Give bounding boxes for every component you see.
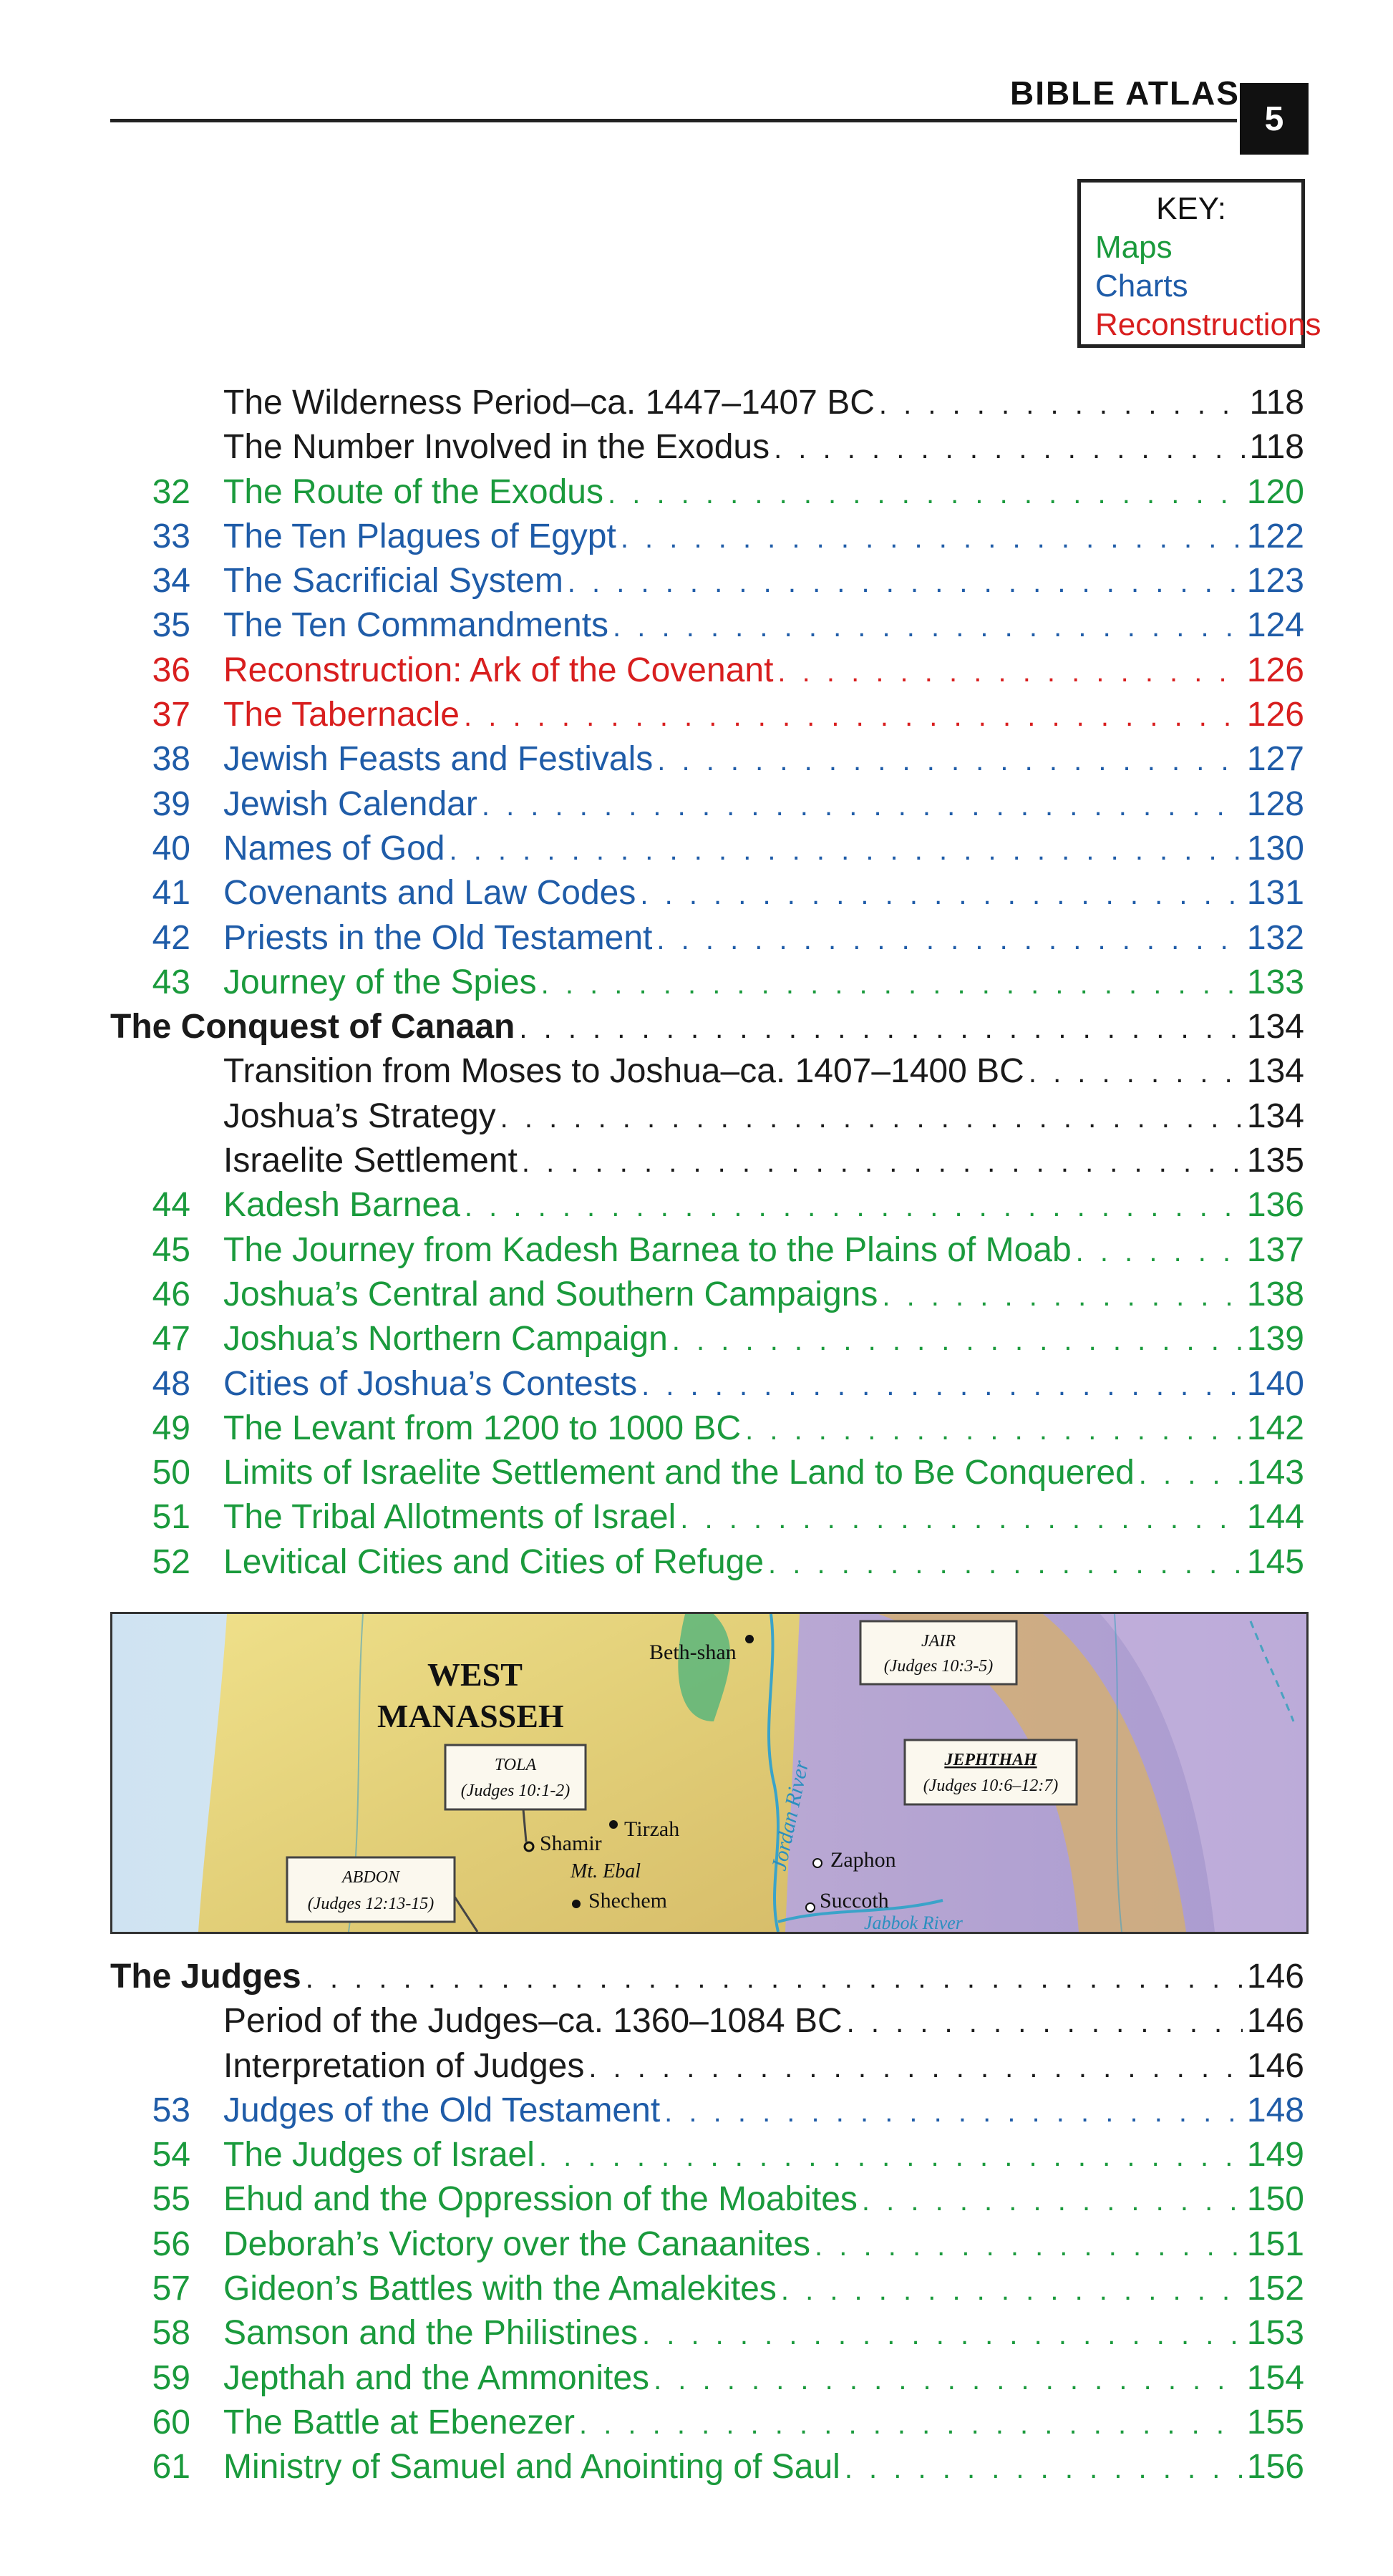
- callout-jair-name: JAIR: [921, 1632, 956, 1651]
- toc-entry-page: 142: [1246, 1409, 1304, 1447]
- toc-dot-leader: [522, 1140, 1243, 1185]
- toc-entry-page: 128: [1246, 784, 1304, 823]
- toc-entry-title: Journey of the Spies: [223, 963, 537, 1001]
- place-shechem: Shechem: [588, 1889, 667, 1912]
- river-label-jabbok: Jabbok River: [864, 1912, 963, 1932]
- toc-entry[interactable]: [0, 1228, 1393, 1273]
- toc-entry[interactable]: [0, 1139, 1393, 1183]
- table-of-contents-part-2: [0, 1955, 1393, 2490]
- toc-entry-title: Gideon’s Battles with the Amalekites: [223, 2270, 777, 2308]
- toc-entry-line: [223, 1139, 1304, 1185]
- toc-entry-number: 39: [152, 784, 190, 823]
- toc-entry-page: 134: [1246, 1052, 1304, 1091]
- toc-entry-title: The Number Involved in the Exodus: [223, 428, 770, 467]
- toc-entry[interactable]: [0, 2356, 1393, 2401]
- toc-entry-line: [223, 2044, 1304, 2090]
- toc-entry-title: The Battle at Ebenezer: [223, 2403, 575, 2441]
- toc-entry-number: 47: [152, 1320, 190, 1359]
- toc-entry[interactable]: [0, 2089, 1393, 2133]
- toc-entry-page: 118: [1249, 384, 1304, 422]
- toc-entry-page: 146: [1246, 2002, 1304, 2041]
- toc-entry-line: [223, 961, 1304, 1006]
- toc-dot-leader: [449, 828, 1242, 873]
- toc-dot-leader: [654, 2358, 1243, 2402]
- place-tirzah: Tirzah: [624, 1817, 680, 1841]
- toc-dot-leader: [579, 2402, 1243, 2446]
- toc-dot-leader: [519, 1006, 1243, 1051]
- toc-entry-line: [223, 737, 1304, 783]
- toc-entry-number: 32: [152, 472, 190, 511]
- toc-entry-title: The Judges of Israel: [223, 2136, 535, 2174]
- toc-entry-page: 146: [1246, 1958, 1304, 1996]
- toc-entry-number: 59: [152, 2358, 190, 2397]
- toc-dot-leader: [500, 1096, 1243, 1140]
- toc-dot-leader: [1029, 1051, 1243, 1095]
- toc-dot-leader: [882, 1274, 1243, 1318]
- toc-entry-page: 139: [1246, 1320, 1304, 1359]
- toc-section-heading[interactable]: [0, 1005, 1393, 1049]
- place-mt-ebal: Mt. Ebal: [571, 1860, 641, 1882]
- toc-entry-line: [223, 1228, 1304, 1274]
- toc-entry-page: 143: [1246, 1454, 1304, 1492]
- toc-entry-number: 44: [152, 1186, 190, 1225]
- toc-dot-leader: [768, 1542, 1243, 1586]
- key-charts-label: Charts: [1095, 268, 1188, 303]
- toc-entry-page: 140: [1246, 1364, 1304, 1403]
- toc-entry[interactable]: [0, 1406, 1393, 1451]
- toc-entry-page: 148: [1246, 2091, 1304, 2129]
- toc-entry-number: 50: [152, 1454, 190, 1492]
- toc-entry-page: 152: [1246, 2270, 1304, 2308]
- toc-entry-number: 51: [152, 1498, 190, 1537]
- toc-entry-title: Covenants and Law Codes: [223, 874, 636, 913]
- toc-dot-leader: [656, 918, 1243, 962]
- toc-entry-page: 156: [1246, 2448, 1304, 2487]
- toc-entry[interactable]: [0, 827, 1393, 871]
- toc-entry-number: 61: [152, 2448, 190, 2487]
- toc-entry-title: Period of the Judges–ca. 1360–1084 BC: [223, 2002, 843, 2041]
- toc-entry-line: [223, 1273, 1304, 1318]
- toc-entry-line: [223, 827, 1304, 873]
- toc-entry-number: 41: [152, 874, 190, 913]
- table-of-contents-part-1: [0, 381, 1393, 1585]
- toc-entry[interactable]: [0, 2401, 1393, 2445]
- toc-entry-line: [223, 2401, 1304, 2446]
- toc-entry-line: [110, 1955, 1304, 2001]
- toc-entry-number: 58: [152, 2314, 190, 2353]
- toc-entry-line: [223, 2133, 1304, 2179]
- toc-entry-page: 146: [1246, 2046, 1304, 2085]
- toc-entry-page: 136: [1246, 1186, 1304, 1225]
- toc-entry-line: [223, 1362, 1304, 1408]
- river-label-jordan: Jordan River: [767, 1758, 814, 1873]
- toc-entry-line: [110, 1005, 1304, 1051]
- toc-dot-leader: [588, 2046, 1243, 2090]
- toc-entry-title: Interpretation of Judges: [223, 2046, 585, 2085]
- toc-entry-line: [223, 648, 1304, 694]
- toc-entry[interactable]: [0, 737, 1393, 782]
- toc-dot-leader: [815, 2224, 1243, 2268]
- toc-entry[interactable]: [0, 1273, 1393, 1317]
- toc-entry[interactable]: [0, 1362, 1393, 1406]
- toc-entry-number: 48: [152, 1364, 190, 1403]
- toc-entry-line: [223, 2089, 1304, 2134]
- toc-entry-line: [223, 693, 1304, 739]
- callout-tola-ref: (Judges 10:1-2): [460, 1782, 571, 1800]
- toc-entry-number: 53: [152, 2091, 190, 2129]
- toc-entry-number: 33: [152, 517, 190, 555]
- toc-entry[interactable]: [0, 961, 1393, 1005]
- toc-entry-title: The Conquest of Canaan: [110, 1008, 515, 1046]
- toc-dot-leader: [862, 2179, 1243, 2223]
- toc-dot-leader: [306, 1956, 1243, 2001]
- toc-entry-line: [223, 1049, 1304, 1095]
- toc-entry-page: 155: [1246, 2403, 1304, 2441]
- toc-entry[interactable]: [0, 425, 1393, 470]
- toc-entry-page: 120: [1246, 472, 1304, 511]
- toc-entry-line: [223, 2445, 1304, 2491]
- toc-entry-title: Jewish Calendar: [223, 784, 477, 823]
- toc-dot-leader: [657, 739, 1243, 783]
- toc-entry-page: 144: [1246, 1498, 1304, 1537]
- toc-entry-number: 34: [152, 562, 190, 601]
- map-illustration: [110, 1612, 1309, 1934]
- toc-entry-line: [223, 1317, 1304, 1363]
- callout-jephthah-ref: (Judges 10:6–12:7): [923, 1777, 1059, 1795]
- toc-section-heading[interactable]: [0, 1955, 1393, 1999]
- toc-dot-leader: [613, 605, 1243, 649]
- toc-entry[interactable]: [0, 470, 1393, 515]
- toc-entry[interactable]: [0, 1317, 1393, 1361]
- place-zaphon: Zaphon: [830, 1848, 896, 1872]
- toc-entry-title: Judges of the Old Testament: [223, 2091, 661, 2129]
- color-key: [1077, 179, 1321, 348]
- toc-entry-title: Reconstruction: Ark of the Covenant: [223, 651, 774, 689]
- toc-dot-leader: [464, 694, 1243, 739]
- toc-entry-page: 153: [1246, 2314, 1304, 2353]
- toc-entry-page: 134: [1246, 1008, 1304, 1046]
- toc-entry[interactable]: [0, 871, 1393, 915]
- toc-entry-line: [223, 1094, 1304, 1140]
- toc-entry-page: 154: [1246, 2358, 1304, 2397]
- toc-entry-line: [223, 559, 1304, 605]
- toc-entry[interactable]: [0, 1049, 1393, 1094]
- toc-entry-line: [223, 470, 1304, 516]
- header-rule: [110, 119, 1237, 122]
- toc-dot-leader: [608, 472, 1243, 516]
- toc-dot-leader: [879, 382, 1246, 427]
- toc-entry[interactable]: [0, 1495, 1393, 1540]
- toc-entry-title: Names of God: [223, 829, 445, 867]
- toc-entry-line: [223, 1406, 1304, 1452]
- callout-abdon-ref: (Judges 12:13-15): [307, 1895, 435, 1913]
- toc-entry[interactable]: [0, 1094, 1393, 1139]
- toc-entry-title: The Journey from Kadesh Barnea to the Plains of Moab: [223, 1230, 1072, 1269]
- toc-entry-page: 138: [1246, 1275, 1304, 1313]
- toc-dot-leader: [847, 2001, 1243, 2045]
- toc-entry-title: Jewish Feasts and Festivals: [223, 740, 654, 779]
- page-header: [0, 0, 1393, 165]
- toc-entry-line: [223, 2311, 1304, 2357]
- toc-entry-number: 54: [152, 2136, 190, 2174]
- toc-entry-title: Israelite Settlement: [223, 1142, 518, 1180]
- toc-dot-leader: [482, 784, 1243, 828]
- toc-entry-line: [223, 515, 1304, 560]
- toc-entry-page: 131: [1246, 874, 1304, 913]
- toc-entry-line: [223, 1495, 1304, 1541]
- toc-entry-line: [223, 1183, 1304, 1229]
- toc-dot-leader: [774, 427, 1245, 471]
- toc-entry-title: Ministry of Samuel and Anointing of Saul: [223, 2448, 840, 2487]
- toc-entry[interactable]: [0, 693, 1393, 737]
- toc-entry-page: 130: [1246, 829, 1304, 867]
- toc-entry-title: The Wilderness Period–ca. 1447–1407 BC: [223, 384, 875, 422]
- toc-dot-leader: [541, 962, 1243, 1006]
- toc-entry-line: [223, 782, 1304, 828]
- toc-entry-title: The Route of the Exodus: [223, 472, 603, 511]
- toc-entry-line: [223, 2222, 1304, 2268]
- callout-jephthah-name: JEPHTHAH: [944, 1751, 1037, 1769]
- toc-entry-line: [223, 603, 1304, 649]
- toc-dot-leader: [568, 560, 1243, 605]
- toc-entry-page: 133: [1246, 963, 1304, 1001]
- toc-dot-leader: [680, 1497, 1243, 1541]
- toc-entry-page: 122: [1246, 517, 1304, 555]
- toc-entry-title: Limits of Israelite Settlement and the Land to Be Conquered: [223, 1454, 1135, 1492]
- toc-entry-title: Jepthah and the Ammonites: [223, 2358, 650, 2397]
- callout-jair-ref: (Judges 10:3-5): [883, 1657, 994, 1676]
- toc-entry-page: 150: [1246, 2180, 1304, 2219]
- place-beth-shan: Beth-shan: [649, 1641, 737, 1664]
- toc-entry-title: The Judges: [110, 1958, 301, 1996]
- toc-entry-line: [223, 1999, 1304, 2045]
- toc-dot-leader: [664, 2090, 1243, 2134]
- toc-entry[interactable]: [0, 2267, 1393, 2311]
- toc-entry-number: 46: [152, 1275, 190, 1313]
- toc-entry-page: 123: [1246, 562, 1304, 601]
- toc-dot-leader: [672, 1318, 1243, 1363]
- toc-entry-number: 40: [152, 829, 190, 867]
- toc-entry-title: Joshua’s Strategy: [223, 1097, 496, 1135]
- toc-entry-line: [223, 1451, 1304, 1497]
- toc-dot-leader: [845, 2446, 1243, 2491]
- toc-entry-line: [223, 2177, 1304, 2223]
- toc-entry-title: Samson and the Philistines: [223, 2314, 638, 2353]
- toc-entry-line: [223, 2267, 1304, 2313]
- toc-entry-title: Kadesh Barnea: [223, 1186, 460, 1225]
- toc-entry-title: Priests in the Old Testament: [223, 918, 653, 957]
- toc-entry-number: 42: [152, 918, 190, 957]
- toc-dot-leader: [745, 1408, 1243, 1452]
- toc-entry[interactable]: [0, 2133, 1393, 2177]
- toc-entry-title: Cities of Joshua’s Contests: [223, 1364, 638, 1403]
- key-reconstructions-label: Reconstructions: [1095, 307, 1321, 342]
- toc-entry[interactable]: [0, 2445, 1393, 2489]
- toc-entry[interactable]: [0, 1999, 1393, 2043]
- toc-entry[interactable]: [0, 2177, 1393, 2222]
- toc-dot-leader: [777, 650, 1242, 694]
- place-succoth: Succoth: [820, 1889, 889, 1912]
- toc-entry-page: 127: [1246, 740, 1304, 779]
- toc-entry[interactable]: [0, 916, 1393, 961]
- toc-entry-page: 124: [1246, 606, 1304, 645]
- toc-entry-number: 36: [152, 651, 190, 689]
- toc-entry[interactable]: [0, 559, 1393, 603]
- toc-entry-title: Transition from Moses to Joshua–ca. 1407–1400 BC: [223, 1052, 1024, 1091]
- toc-entry-line: [223, 916, 1304, 962]
- toc-entry[interactable]: [0, 1540, 1393, 1585]
- toc-entry[interactable]: [0, 603, 1393, 648]
- toc-entry[interactable]: [0, 2222, 1393, 2267]
- book-title: BIBLE ATLAS: [1010, 74, 1240, 112]
- toc-entry-title: Ehud and the Oppression of the Moabites: [223, 2180, 858, 2219]
- page-number: 5: [1240, 83, 1309, 155]
- toc-entry-line: [223, 2356, 1304, 2402]
- callout-tola-name: TOLA: [494, 1756, 537, 1774]
- toc-entry-title: The Tribal Allotments of Israel: [223, 1498, 676, 1537]
- toc-entry-title: The Ten Commandments: [223, 606, 609, 645]
- toc-entry[interactable]: [0, 782, 1393, 827]
- callout-abdon-name: ABDON: [342, 1868, 399, 1887]
- map-region-label-2: MANASSEH: [377, 1698, 564, 1734]
- map-graphic: [112, 1614, 1306, 1932]
- toc-entry-line: [223, 381, 1304, 427]
- toc-dot-leader: [465, 1185, 1243, 1229]
- toc-entry-number: 56: [152, 2225, 190, 2263]
- toc-entry-number: 35: [152, 606, 190, 645]
- toc-entry-number: 49: [152, 1409, 190, 1447]
- toc-dot-leader: [621, 516, 1243, 560]
- toc-entry-number: 43: [152, 963, 190, 1001]
- toc-entry-number: 45: [152, 1230, 190, 1269]
- toc-entry-page: 126: [1246, 696, 1304, 734]
- toc-entry-line: [223, 871, 1304, 917]
- toc-entry-line: [223, 425, 1304, 471]
- toc-entry-title: The Ten Plagues of Egypt: [223, 517, 616, 555]
- toc-dot-leader: [781, 2268, 1243, 2313]
- toc-entry-title: The Levant from 1200 to 1000 BC: [223, 1409, 742, 1447]
- toc-entry-number: 60: [152, 2403, 190, 2441]
- toc-entry[interactable]: [0, 2044, 1393, 2089]
- callout-abdon: [287, 1857, 477, 1932]
- toc-entry[interactable]: [0, 381, 1393, 425]
- toc-entry-page: 137: [1246, 1230, 1304, 1269]
- toc-entry-page: 151: [1246, 2225, 1304, 2263]
- toc-entry-page: 134: [1246, 1097, 1304, 1135]
- toc-dot-leader: [641, 1364, 1243, 1408]
- place-shamir: Shamir: [540, 1832, 602, 1855]
- toc-entry[interactable]: [0, 1183, 1393, 1228]
- toc-entry-number: 52: [152, 1542, 190, 1581]
- toc-entry-page: 145: [1246, 1542, 1304, 1581]
- toc-dot-leader: [1076, 1230, 1243, 1274]
- key-maps-label: Maps: [1095, 230, 1173, 265]
- toc-entry-number: 37: [152, 696, 190, 734]
- toc-entry-page: 126: [1246, 651, 1304, 689]
- toc-entry-title: The Tabernacle: [223, 696, 460, 734]
- toc-entry[interactable]: [0, 2311, 1393, 2356]
- toc-entry-page: 135: [1246, 1142, 1304, 1180]
- toc-dot-leader: [1139, 1452, 1243, 1497]
- toc-entry[interactable]: [0, 515, 1393, 559]
- toc-entry-title: Joshua’s Central and Southern Campaigns: [223, 1275, 878, 1313]
- toc-entry-number: 55: [152, 2180, 190, 2219]
- toc-entry[interactable]: [0, 648, 1393, 693]
- toc-entry-title: Levitical Cities and Cities of Refuge: [223, 1542, 765, 1581]
- toc-entry-page: 118: [1249, 428, 1304, 467]
- toc-dot-leader: [640, 873, 1243, 917]
- key-title: KEY:: [1156, 191, 1226, 226]
- toc-entry-title: Deborah’s Victory over the Canaanites: [223, 2225, 811, 2263]
- toc-entry-title: The Sacrificial System: [223, 562, 563, 601]
- map-region-label: WEST: [427, 1656, 523, 1693]
- toc-entry-number: 38: [152, 740, 190, 779]
- toc-entry-number: 57: [152, 2270, 190, 2308]
- toc-dot-leader: [539, 2134, 1243, 2179]
- toc-entry-page: 149: [1246, 2136, 1304, 2174]
- toc-entry-page: 132: [1246, 918, 1304, 957]
- toc-entry-title: Joshua’s Northern Campaign: [223, 1320, 668, 1359]
- toc-entry[interactable]: [0, 1451, 1393, 1495]
- callout-jephthah: [905, 1740, 1077, 1804]
- callout-jair: [860, 1621, 1016, 1684]
- toc-entry-line: [223, 1540, 1304, 1586]
- toc-dot-leader: [642, 2313, 1243, 2357]
